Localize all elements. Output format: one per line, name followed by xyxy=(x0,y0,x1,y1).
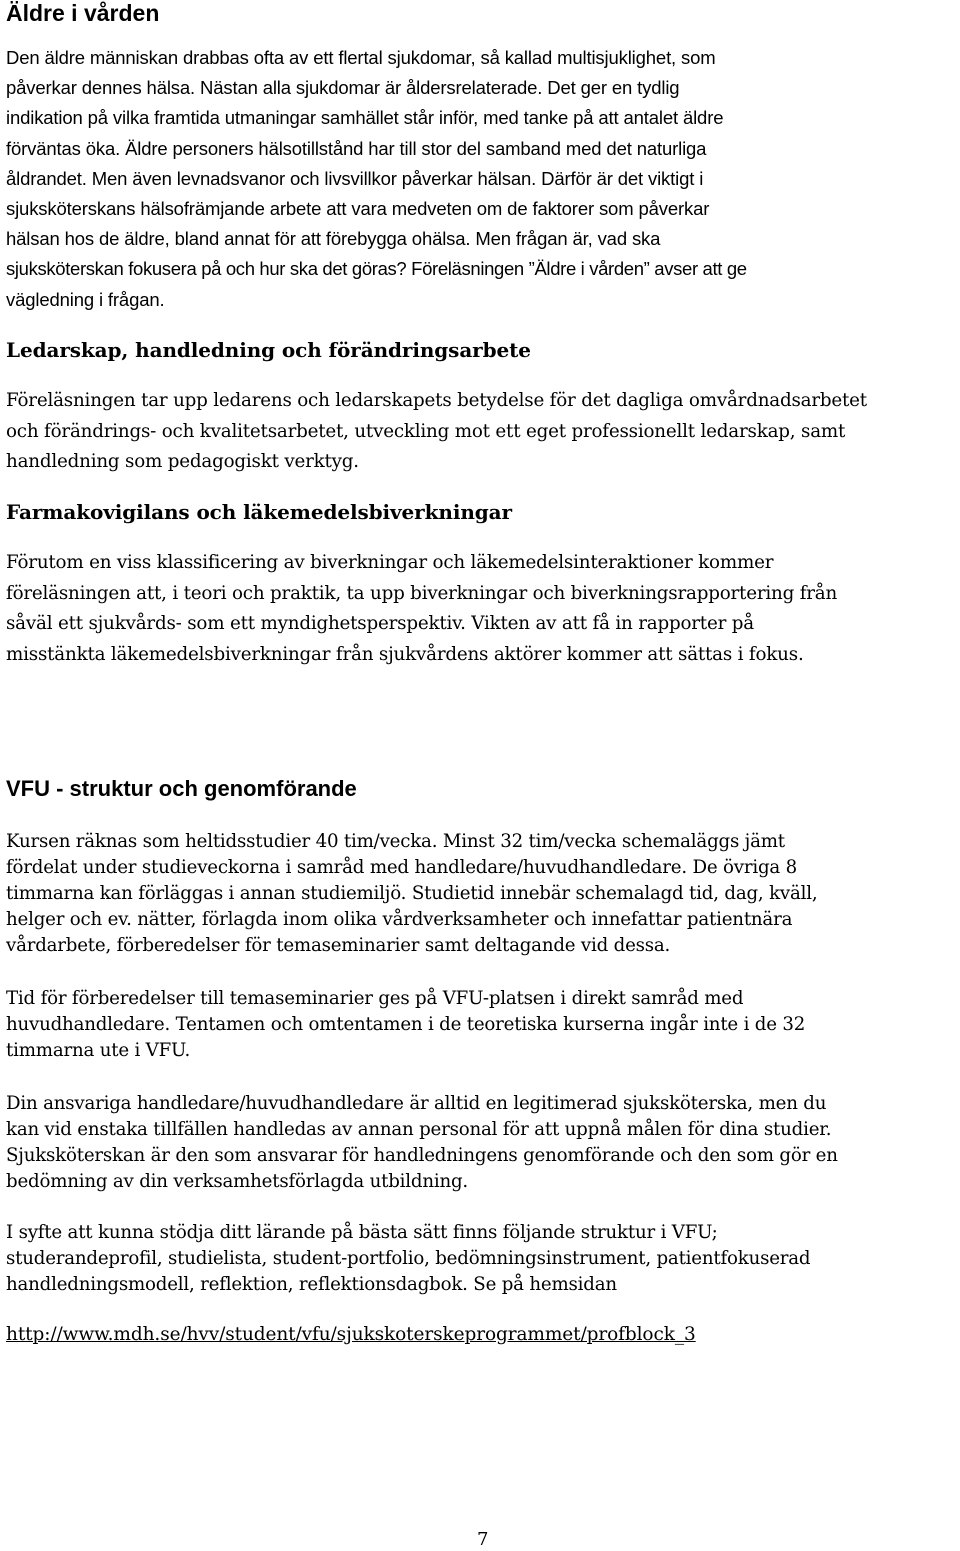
section-heading-aldre: Äldre i vården xyxy=(6,0,160,26)
text-line: Förutom en viss klassificering av biverkningar och läkemedelsinteraktioner kommer xyxy=(6,552,774,573)
section-heading-farmakovigilans: Farmakovigilans och läkemedelsbiverkningar xyxy=(6,500,512,524)
text-line: helger och ev. nätter, förlagda inom olika vårdverksamheter och innefattar patientnära xyxy=(6,909,793,930)
vfu-website-link[interactable]: http://www.mdh.se/hvv/student/vfu/sjukskoterskeprogrammet/profblock_3 xyxy=(6,1324,696,1345)
text-line: föreläsningen att, i teori och praktik, ta upp biverkningar och biverkningsrapportering från xyxy=(6,582,838,604)
text-line: Sjuksköterskan är den som ansvarar för handledningens genomförande och den som gör en xyxy=(6,1145,838,1166)
text-line: påverkar dennes hälsa. Nästan alla sjukdomar är åldersrelaterade. Det ger en tydlig xyxy=(6,77,680,99)
text-line: bedömning av din verksamhetsförlagda utbildning. xyxy=(6,1171,469,1192)
text-line: handledning som pedagogiskt verktyg. xyxy=(6,451,359,473)
text-line: sjuksköterskans hälsofrämjande arbete att vara medveten om de faktorer som påverkar xyxy=(6,198,710,220)
text-line: Den äldre människan drabbas ofta av ett flertal sjukdomar, så kallad multisjuklighet, som xyxy=(6,47,716,68)
section-heading-vfu: VFU - struktur och genomförande xyxy=(6,776,357,801)
text-line: åldrandet. Men även levnadsvanor och livsvillkor påverkar hälsan. Därför är det viktigt i xyxy=(6,167,704,189)
text-line: Föreläsningen tar upp ledarens och ledarskapets betydelse för det dagliga omvårdnadsarbetet xyxy=(6,390,867,411)
text-line: och förändrings- och kvalitetsarbetet, utveckling mot ett eget professionellt ledarskap, samt xyxy=(6,420,846,442)
text-line: kan vid enstaka tillfällen handledas av annan personal för att uppnå målen för dina studier. xyxy=(6,1119,832,1140)
text-line: huvudhandledare. Tentamen och omtentamen i de teoretiska kurserna ingår inte i de 32 xyxy=(6,1014,806,1035)
text-line: såväl ett sjukvårds- som ett myndighetsperspektiv. Vikten av att få in rapporter på xyxy=(6,613,754,635)
text-line: indikation på vilka framtida utmaningar samhället står inför, med tanke på att antalet äldre xyxy=(6,107,724,129)
text-line: hälsan hos de äldre, bland annat för att förebygga ohälsa. Men frågan är, vad ska xyxy=(6,228,661,250)
text-line: sjuksköterskan fokusera på och hur ska det göras? Föreläsningen ”Äldre i vården” avser att ge xyxy=(6,258,747,280)
text-line: förväntas öka. Äldre personers hälsotillstånd har till stor del samband med det naturliga xyxy=(6,137,707,159)
text-line: studerandeprofil, studielista, student-portfolio, bedömningsinstrument, patientfokuserad xyxy=(6,1248,811,1269)
text-line: I syfte att kunna stödja ditt lärande på bästa sätt finns följande struktur i VFU; xyxy=(6,1222,718,1243)
text-line: Kursen räknas som heltidsstudier 40 tim/vecka. Minst 32 tim/vecka schemaläggs jämt xyxy=(6,831,785,852)
text-line: Din ansvariga handledare/huvudhandledare är alltid en legitimerad sjuksköterska, men du xyxy=(6,1093,827,1114)
section-heading-ledarskap: Ledarskap, handledning och förändringsarbete xyxy=(6,338,531,362)
text-line: Tid för förberedelser till temaseminarier ges på VFU-platsen i direkt samråd med xyxy=(6,988,744,1009)
vfu-paragraph-2 xyxy=(6,986,960,1064)
text-line: timmarna kan förläggas i annan studiemiljö. Studietid innebär schemalagd tid, dag, kväll, xyxy=(6,883,818,904)
text-line: vårdarbete, förberedelser för temaseminarier samt deltagande vid dessa. xyxy=(6,935,671,956)
section-paragraph-farmakovigilans xyxy=(6,548,960,670)
document-page xyxy=(6,0,958,1551)
vfu-paragraph-3 xyxy=(6,1091,960,1195)
text-line: handledningsmodell, reflektion, reflektionsdagbok. Se på hemsidan xyxy=(6,1274,617,1295)
section-paragraph-aldre xyxy=(6,43,960,315)
vfu-paragraph-1 xyxy=(6,829,960,959)
section-paragraph-ledarskap xyxy=(6,386,960,478)
vfu-paragraph-4 xyxy=(6,1220,960,1298)
text-line: misstänkta läkemedelsbiverkningar från sjukvårdens aktörer kommer att sättas i fokus. xyxy=(6,643,804,665)
text-line: vägledning i frågan. xyxy=(6,288,165,310)
text-line: fördelat under studieveckorna i samråd med handledare/huvudhandledare. De övriga 8 xyxy=(6,857,797,878)
text-line: timmarna ute i VFU. xyxy=(6,1040,191,1061)
page-number: 7 xyxy=(477,1529,489,1550)
